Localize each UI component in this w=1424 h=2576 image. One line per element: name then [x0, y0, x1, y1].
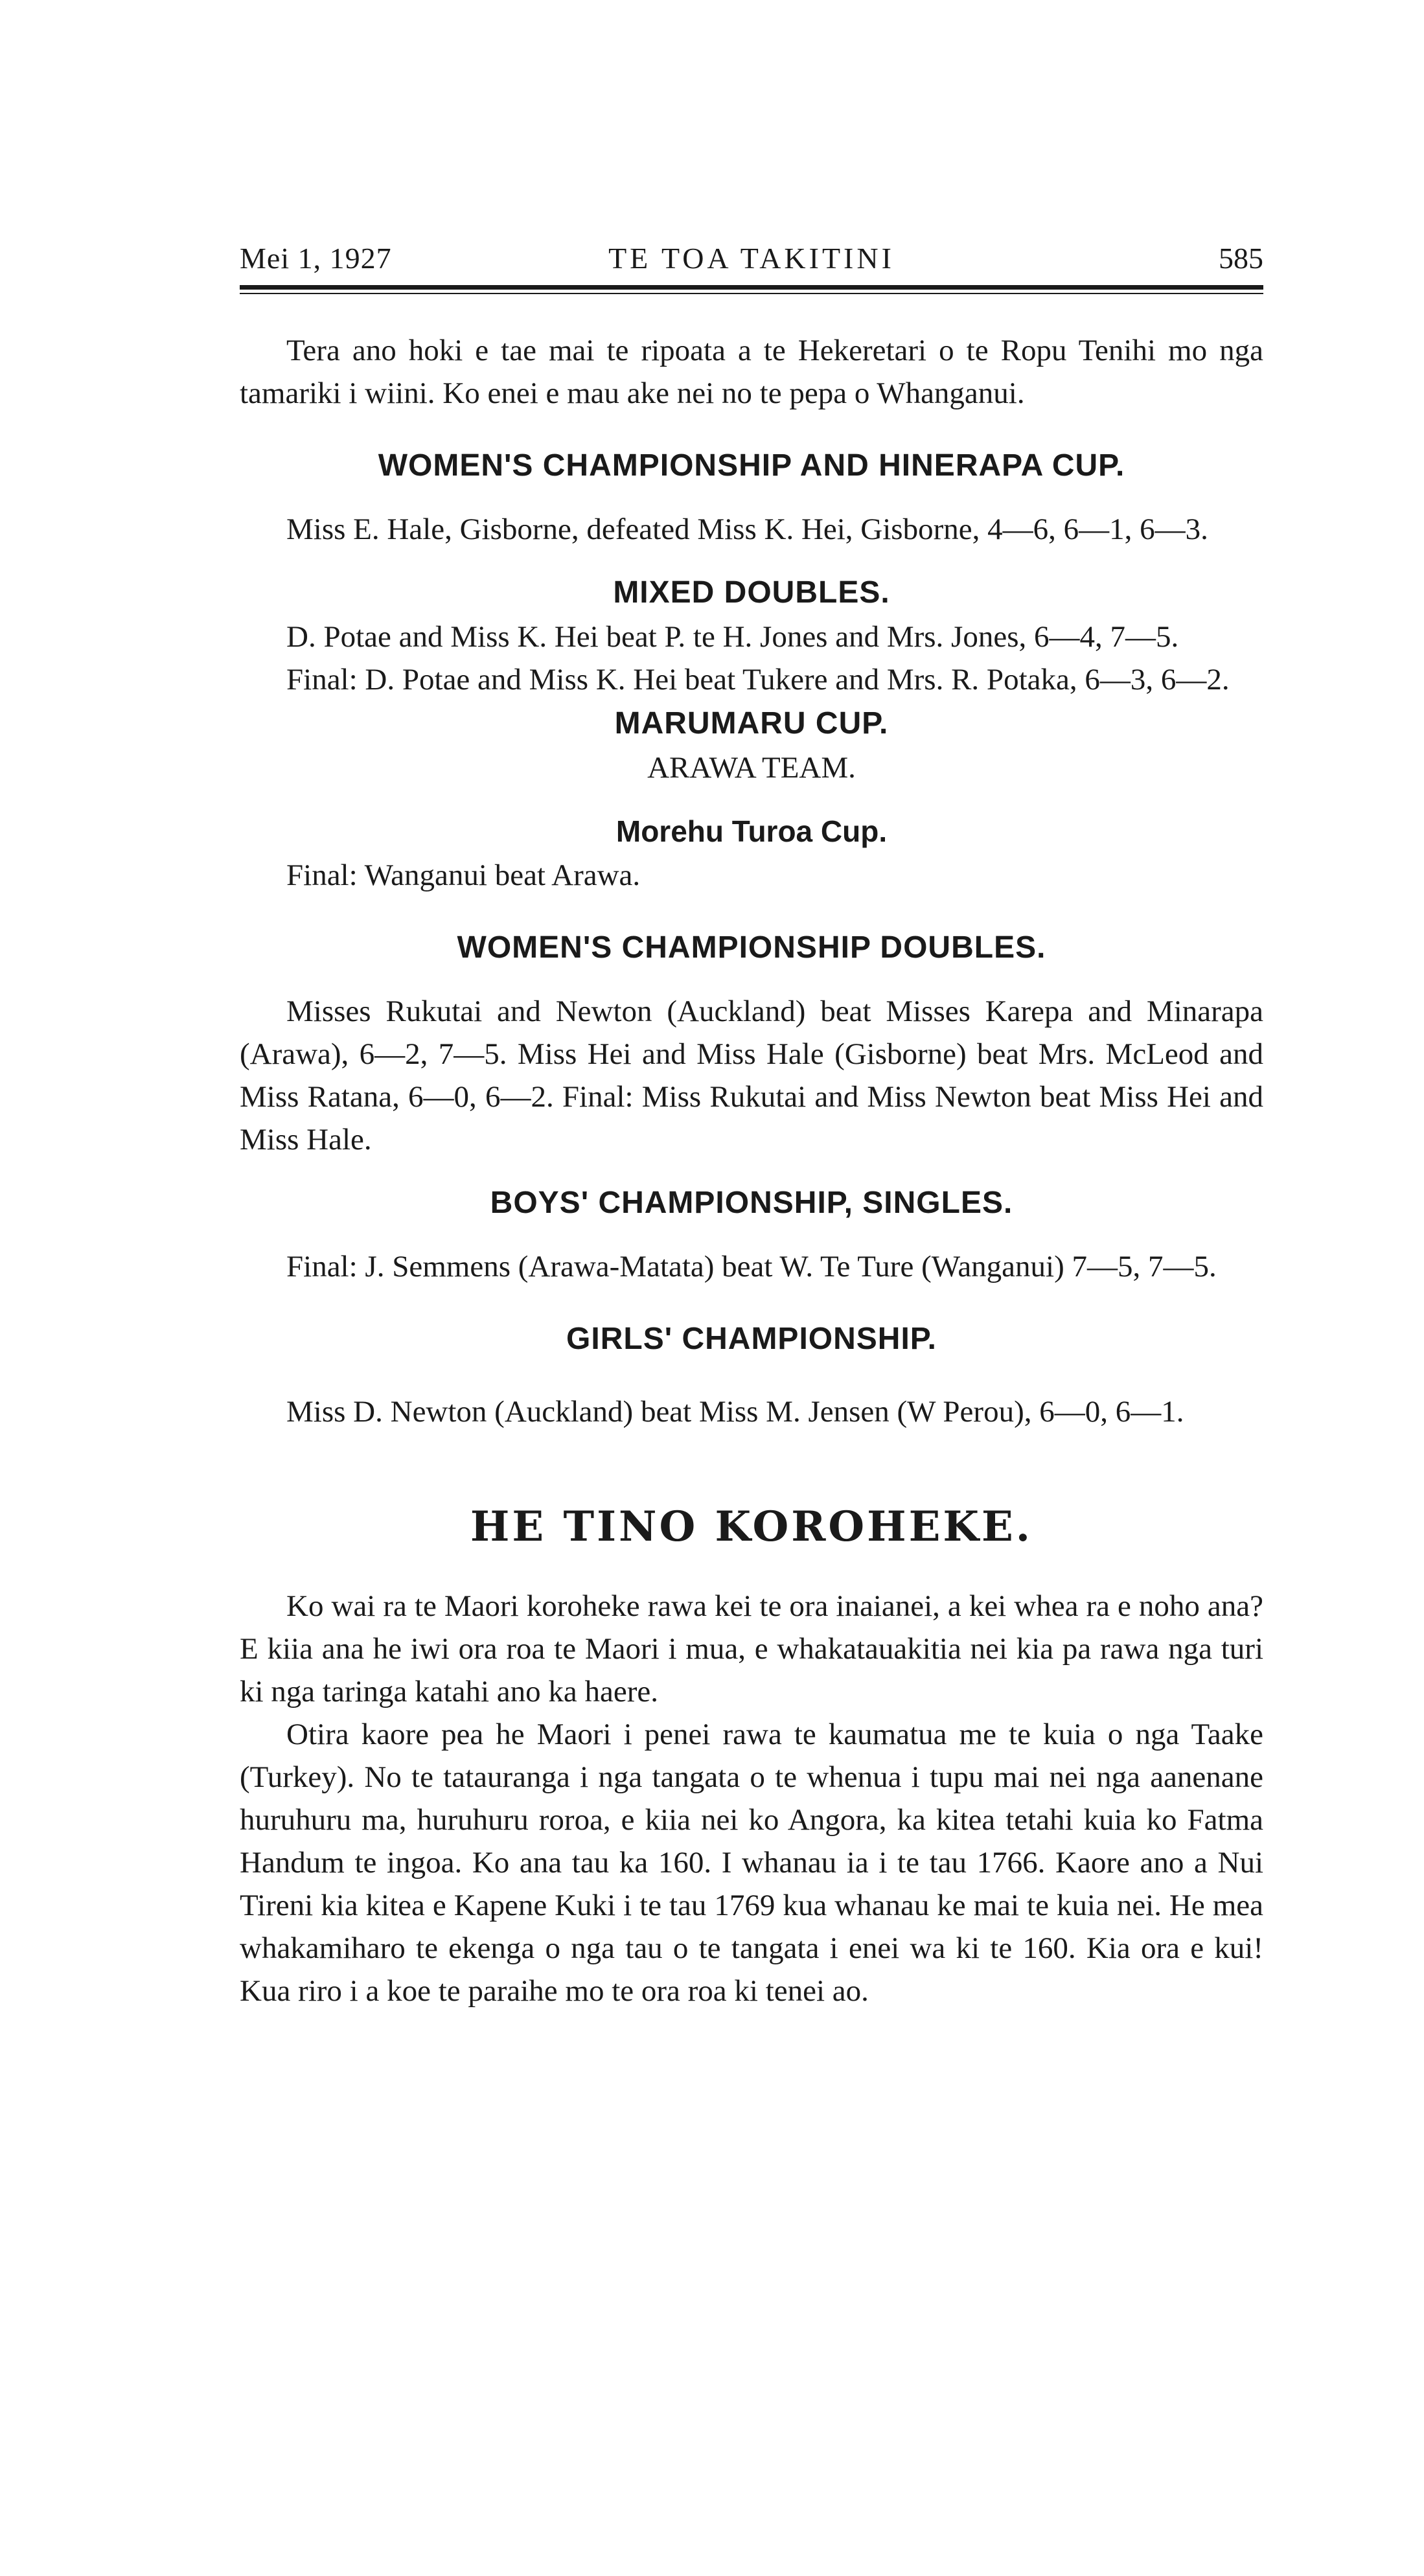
- girls-championship-result: Miss D. Newton (Auckland) beat Miss M. Jensen (W Perou), 6—0, 6—1.: [286, 1395, 1184, 1429]
- article-paragraph-2: Otira kaore pea he Maori i penei rawa te kaumatua me te kuia o nga Taake (Turkey). No te tatauranga i nga tangata o te whenua i tupu mai nei nga aanenane huruhuru ma, huruhuru roroa, e kiia nei ko Angora, ka kitea tetahi kuia ko Fatma Handum te ingoa. Ko ana tau ka 160. I whanau ia i te tau 1766. Kaore ano a Nui Tireni kia kitea e Kapene Kuki i te tau 1769 kua whanau ke mai te kuia nei. He mea whakamiharo te ekenga o nga tau o te tangata i enei wa ki te 160. Kia ora e kui! Kua riro i a koe te paraihe mo te ora roa ki tenei ao.: [240, 1718, 1263, 2008]
- intro-paragraph: Tera ano hoki e tae mai te ripoata a te Hekeretari o te Ropu Tenihi mo nga tamariki i wiini. Ko enei e mau ake nei no te pepa o Whanganui.: [240, 334, 1263, 410]
- article-paragraph-1: Ko wai ra te Maori koroheke rawa kei te ora inaianei, a kei whea ra e noho ana? E kiia ana he iwi ora roa te Maori i mua, e whakatauakitia nei kia pa rawa nga turi ki nga taringa katahi ano ka haere.: [240, 1589, 1263, 1708]
- page-number: 585: [1219, 242, 1263, 275]
- morehu-cup-final: Final: Wanganui beat Arawa.: [286, 858, 641, 892]
- section-heading-womens-championship: WOMEN'S CHAMPIONSHIP AND HINERAPA CUP.: [378, 448, 1125, 483]
- womens-championship-result: Miss E. Hale, Gisborne, defeated Miss K. Hei, Gisborne, 4—6, 6—1, 6—3.: [286, 512, 1208, 546]
- section-heading-marumaru-cup: MARUMARU CUP.: [614, 706, 889, 741]
- boys-singles-final: Final: J. Semmens (Arawa-Matata) beat W. Te Ture (Wanganui) 7—5, 7—5.: [286, 1250, 1217, 1283]
- section-heading-mixed-doubles: MIXED DOUBLES.: [613, 575, 890, 610]
- header-rule-thin: [240, 293, 1263, 294]
- section-heading-girls-championship: GIRLS' CHAMPIONSHIP.: [566, 1322, 937, 1356]
- womens-doubles-results: Misses Rukutai and Newton (Auckland) beat Misses Karepa and Minarapa (Arawa), 6—2, 7—5. Miss Hei and Miss Hale (Gisborne) beat Mrs. McLeod and Miss Ratana, 6—0, 6—2. Final: Miss Rukutai and Miss Newton beat Miss Hei and Miss Hale.: [240, 995, 1263, 1156]
- section-heading-morehu-cup: Morehu Turoa Cup.: [615, 814, 888, 848]
- page-body: [240, 329, 1263, 2012]
- issue-date: Mei 1, 1927: [240, 242, 392, 275]
- publication-title: TE TOA TAKITINI: [608, 242, 895, 275]
- mixed-doubles-result: D. Potae and Miss K. Hei beat P. te H. Jones and Mrs. Jones, 6—4, 7—5.: [286, 620, 1179, 654]
- header-rule: [240, 285, 1263, 290]
- section-heading-boys-singles: BOYS' CHAMPIONSHIP, SINGLES.: [490, 1186, 1013, 1220]
- mixed-doubles-final: Final: D. Potae and Miss K. Hei beat Tukere and Mrs. R. Potaka, 6—3, 6—2.: [286, 663, 1230, 696]
- running-header: [240, 241, 1263, 280]
- section-heading-womens-doubles: WOMEN'S CHAMPIONSHIP DOUBLES.: [457, 930, 1046, 965]
- article-title: HE TINO KOROHEKE.: [470, 1502, 1033, 1551]
- marumaru-cup-team: ARAWA TEAM.: [647, 751, 856, 785]
